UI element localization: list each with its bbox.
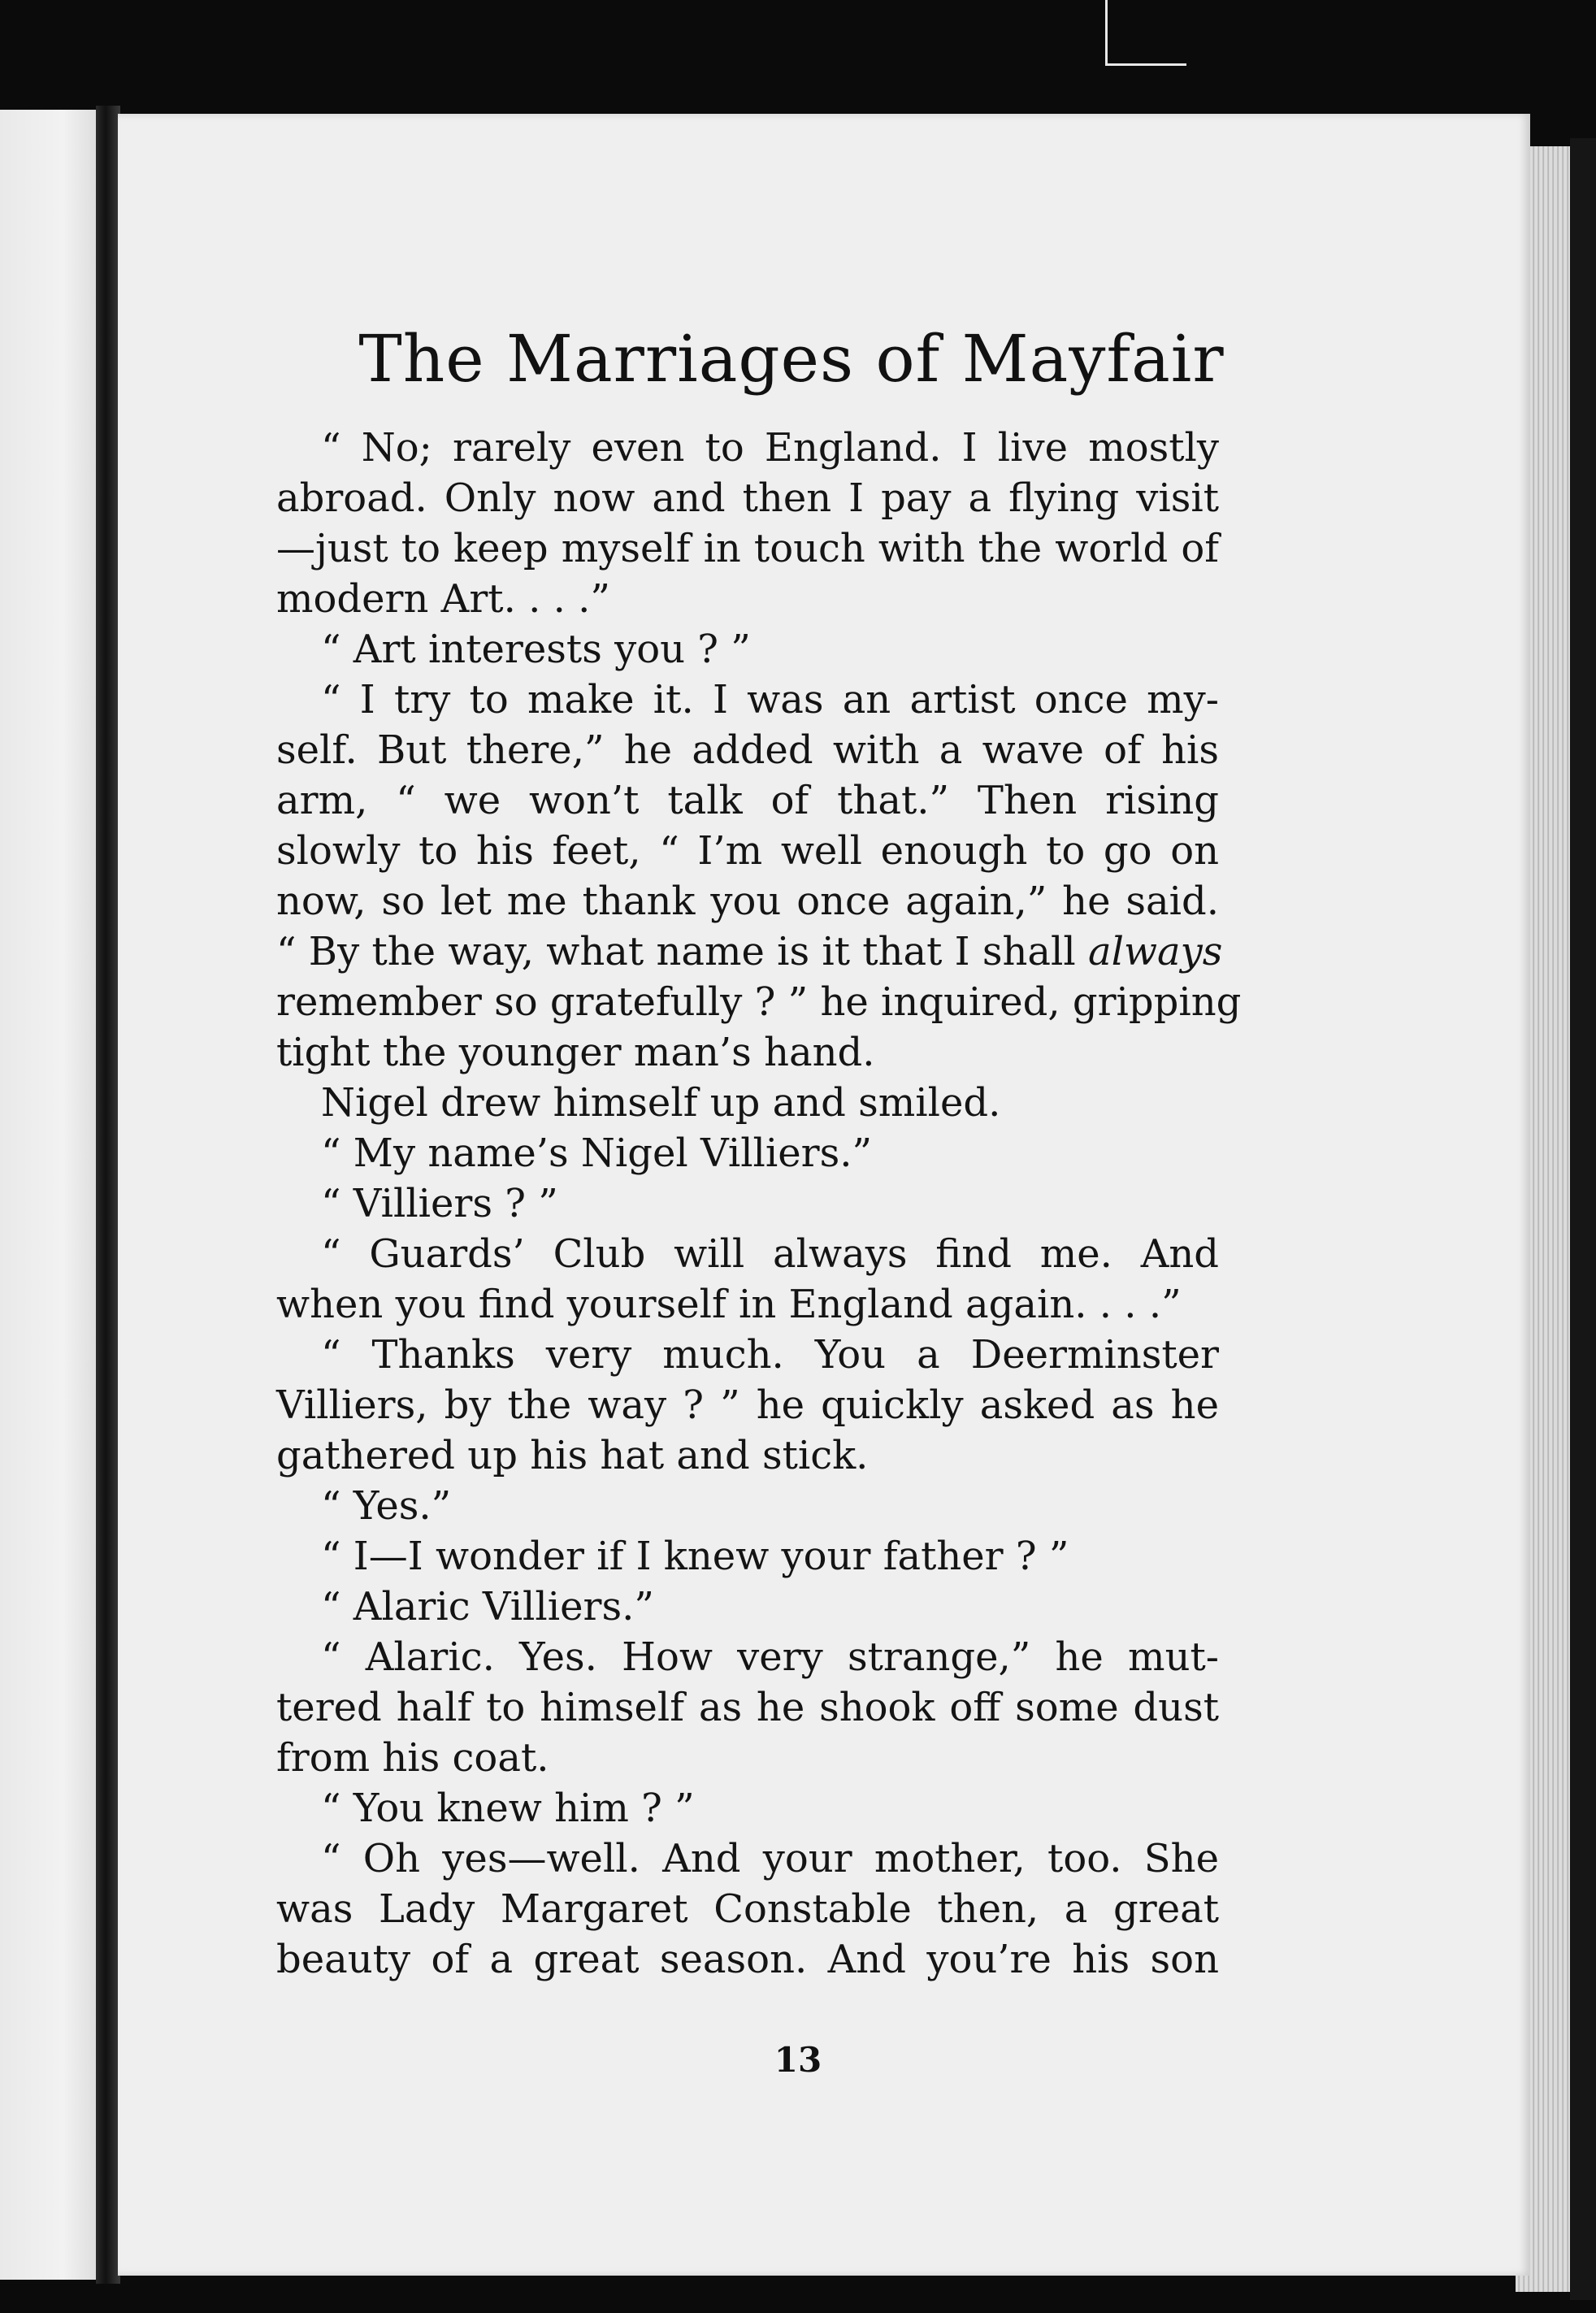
text-line: —just to keep myself in touch with the world of [276,526,1219,571]
text-line: “ I try to make it. I was an artist once my- [321,677,1219,723]
text-line: “ Art interests you ? ” [321,627,751,672]
facing-page-edge [0,110,106,2280]
text-line: Villiers, by the way ? ” he quickly asked as he [276,1382,1219,1428]
page-body-text [276,423,1242,1985]
text-line: was Lady Margaret Constable then, a great [276,1886,1219,1932]
text-line: “ Oh yes—well. And your mother, too. She [321,1836,1219,1881]
text-line: “ Alaric Villiers.” [321,1584,654,1630]
text-line: self. But there,” he added with a wave of his [276,727,1219,773]
text-line: arm, “ we won’t talk of that.” Then rising [276,778,1219,823]
text-line: when you find yourself in England again. . . .” [276,1282,1182,1327]
scan-edge-mark-horizontal [1105,63,1186,66]
running-head-text: The Marriages of Mayfair [358,321,1225,397]
page-number: 13 [774,2040,822,2080]
text-line: modern Art. . . .” [276,576,610,622]
text-line: “ Alaric. Yes. How very strange,” he mut- [321,1634,1219,1680]
text-line: remember so gratefully ? ” he inquired, gripping [276,979,1242,1025]
text-line: now, so let me thank you once again,” he said. [276,879,1219,924]
text-line: beauty of a great season. And you’re his son [276,1937,1219,1982]
text-line: “ You knew him ? ” [321,1786,695,1831]
text-line: tered half to himself as he shook off some dust [276,1685,1219,1730]
text-line: gathered up his hat and stick. [276,1433,869,1478]
book-cover-edge [1570,138,1596,2300]
text-line: Nigel drew himself up and smiled. [321,1080,1001,1126]
text-line-italic: always [1088,929,1223,974]
text-line: “ Villiers ? ” [321,1181,558,1226]
text-line: “ Yes.” [321,1483,452,1529]
text-line [276,927,1223,977]
book-gutter [96,106,120,2284]
running-head [0,321,1596,397]
text-line: “ Thanks very much. You a Deerminster [321,1332,1219,1378]
text-line: “ No; rarely even to England. I live mostly [321,425,1219,471]
text-line: “ Guards’ Club will always find me. And [321,1231,1219,1277]
text-line: from his coat. [276,1735,549,1781]
text-line: slowly to his feet, “ I’m well enough to go on [276,828,1219,874]
text-line-roman: “ By the way, what name is it that I shall [276,929,1088,974]
text-line: “ My name’s Nigel Villiers.” [321,1130,873,1176]
text-line: tight the younger man’s hand. [276,1030,875,1075]
scan-edge-mark [1105,0,1108,65]
text-line: “ I—I wonder if I knew your father ? ” [321,1534,1069,1579]
text-line: abroad. Only now and then I pay a flying visit [276,475,1219,521]
